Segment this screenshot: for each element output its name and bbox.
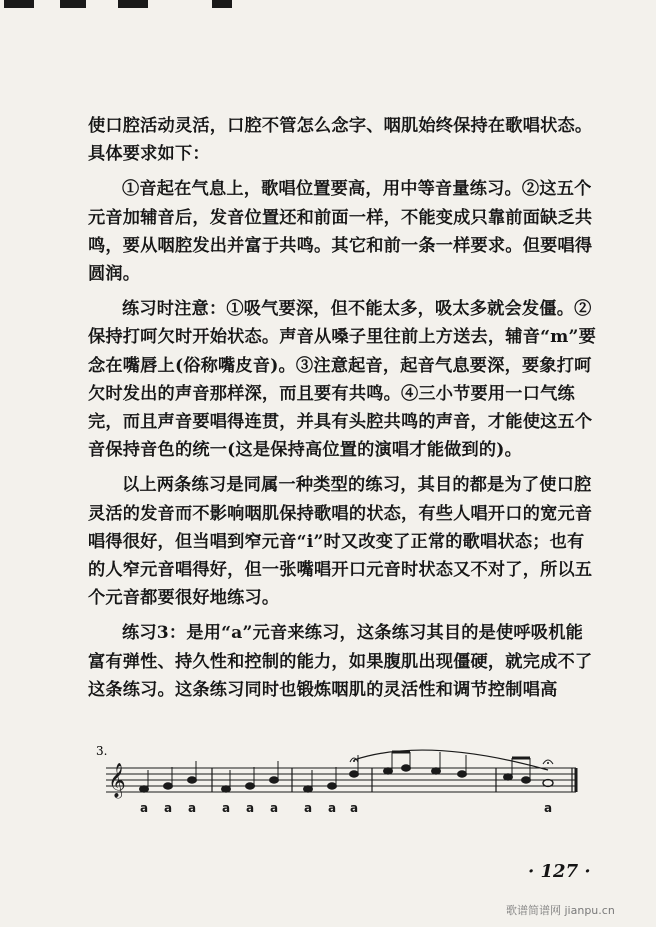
note (270, 777, 279, 783)
paragraph-3: 练习时注意：①吸气要深，但不能太多，吸太多就会发僵。②保持打呵欠时开始状态。声音从嗓子里往前上方送去，辅音“m”要念在嘴唇上(俗称嘴皮音)。③注意起音，起音气息要深，要象打呵欠时发出的声音那样深，而且要有共鸣。④三小节要用一口气练完，而且声音要唱得连贯，并具有头腔共鸣的声音，才能使这五个音保持音色的统一(这是保持高位置的演唱才能做到的)。 (88, 299, 597, 461)
lyric: a (328, 801, 337, 815)
note (522, 777, 531, 783)
note (402, 765, 411, 771)
music-score (96, 740, 606, 820)
lyric: a (188, 801, 197, 815)
note (304, 786, 313, 792)
note (164, 783, 173, 789)
note (458, 771, 467, 777)
paragraph-2: ①音起在气息上，歌唱位置要高，用中等音量练习。②这五个元音加辅音后，发音位置还和前面一样，不能变成只靠前面缺乏共鸣，要从咽腔发出并富于共鸣。其它和前一条一样要求。但要唱得圆润。 (88, 179, 593, 285)
note (188, 777, 197, 783)
note (504, 774, 513, 780)
staff-notation (96, 740, 606, 820)
lyric: a (140, 801, 149, 815)
note (384, 768, 393, 774)
paragraph-1: 使口腔活动灵活，口腔不管怎么念字、咽肌始终保持在歌唱状态。具体要求如下： (88, 116, 593, 165)
note (140, 786, 149, 792)
note (328, 783, 337, 789)
note (350, 771, 359, 777)
slur (354, 750, 548, 770)
lyric: a (222, 801, 231, 815)
lyric: a (304, 801, 313, 815)
lyric: a (246, 801, 255, 815)
note (246, 783, 255, 789)
body-text (88, 112, 598, 711)
watermark: 歌谱简谱网 jianpu.cn (506, 904, 615, 917)
page-number: · 127 · (528, 861, 591, 882)
note (222, 786, 231, 792)
lyric: a (270, 801, 279, 815)
treble-clef-icon: 𝄞 (108, 763, 126, 798)
exercise-number: 3. (96, 744, 108, 758)
lyric: a (164, 801, 173, 815)
lyrics (140, 801, 552, 815)
lyric: a (544, 801, 553, 815)
lyric: a (350, 801, 359, 815)
note (432, 768, 441, 774)
paragraph-4: 以上两条练习是同属一种类型的练习，其目的都是为了使口腔灵活的发音而不影响咽肌保持歌唱的状态，有些人唱开口的宽元音唱得很好，但当唱到窄元音“i”时又改变了正常的歌唱状态；也有的人窄元音唱得好，但一张嘴唱开口元音时状态又不对了，所以五个元音都要很好地练习。 (88, 475, 593, 609)
note (543, 780, 553, 787)
paragraph-5: 练习3：是用“a”元音来练习，这条练习其目的是使呼吸机能富有弹性、持久性和控制的能力，如果腹肌出现僵硬，就完成不了这条练习。这条练习同时也锻炼咽肌的灵活性和调节控制唱高 (88, 623, 593, 700)
